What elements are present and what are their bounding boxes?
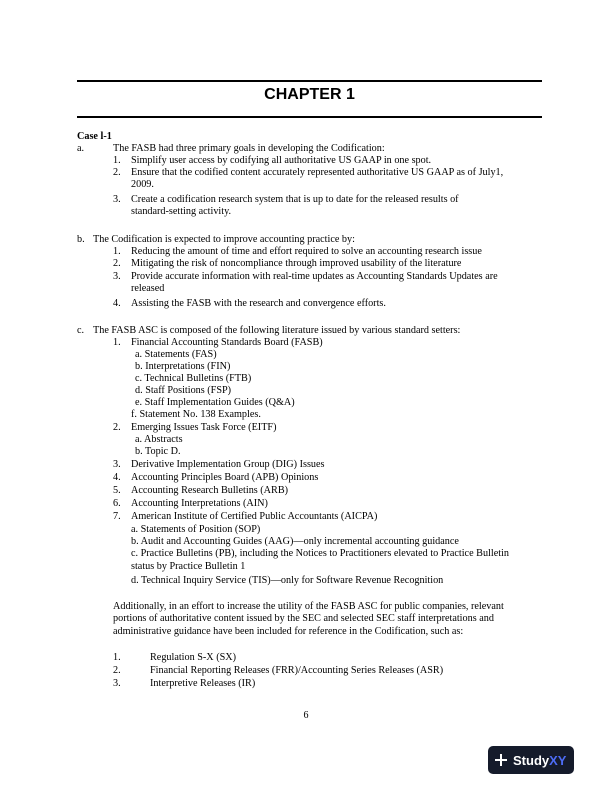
sub-item: a. Statements (FAS) xyxy=(135,349,217,360)
studyxy-badge[interactable] xyxy=(488,746,574,774)
list-item: Simplify user access by codifying all authoritative US GAAP in one spot. xyxy=(131,155,432,166)
list-number: 2. xyxy=(113,258,121,269)
sub-item: b. Audit and Accounting Guides (AAG)—only incremental accounting guidance xyxy=(131,536,459,547)
part-a-intro: The FASB had three primary goals in developing the Codification: xyxy=(113,143,385,154)
list-number: 5. xyxy=(113,485,121,496)
paragraph-line: administrative guidance have been included for reference in the Codification, such as: xyxy=(113,626,464,637)
bottom-rule xyxy=(77,116,542,118)
list-item: Financial Accounting Standards Board (FASB) xyxy=(131,337,323,348)
list-number: 6. xyxy=(113,498,121,509)
case-title: Case l-1 xyxy=(77,131,112,142)
list-number: 1. xyxy=(113,337,121,348)
sub-item: f. Statement No. 138 Examples. xyxy=(131,409,261,420)
list-item: Emerging Issues Task Force (EITF) xyxy=(131,422,277,433)
part-b-intro: The Codification is expected to improve accounting practice by: xyxy=(93,234,355,245)
list-item-continued: standard-setting activity. xyxy=(131,206,232,217)
list-item: Accounting Research Bulletins (ARB) xyxy=(131,485,289,496)
plus-icon xyxy=(495,754,507,766)
sub-item: d. Technical Inquiry Service (TIS)—only for Software Revenue Recognition xyxy=(131,575,444,586)
list-number: 3. xyxy=(113,459,121,470)
list-item-continued: 2009. xyxy=(131,179,154,190)
page-number: 6 xyxy=(303,710,309,721)
sub-item-continued: status by Practice Bulletin 1 xyxy=(131,561,246,572)
list-item: Regulation S-X (SX) xyxy=(150,652,237,663)
sub-item: b. Topic D. xyxy=(135,446,181,457)
list-item: Create a codification research system that is up to date for the released results of xyxy=(131,194,459,205)
list-number: 3. xyxy=(113,271,121,282)
list-number: 7. xyxy=(113,511,121,522)
badge-label xyxy=(513,753,566,768)
part-c-intro: The FASB ASC is composed of the following literature issued by various standard setters: xyxy=(93,325,461,336)
list-item: Accounting Principles Board (APB) Opinions xyxy=(131,472,319,483)
paragraph-line: Additionally, in an effort to increase the utility of the FASB ASC for public companies, relevant xyxy=(113,601,504,612)
chapter-title: CHAPTER 1 xyxy=(264,86,355,103)
sub-item: a. Abstracts xyxy=(135,434,183,445)
list-item: Mitigating the risk of noncompliance through improved usability of the literature xyxy=(131,258,462,269)
list-number: 1. xyxy=(113,246,121,257)
sub-item: d. Staff Positions (FSP) xyxy=(135,385,232,396)
list-number: 2. xyxy=(113,665,121,676)
sub-item: c. Practice Bulletins (PB), including the Notices to Practitioners elevated to Practice Bulletin xyxy=(131,548,509,559)
list-number: 1. xyxy=(113,155,121,166)
badge-label-xy: XY xyxy=(549,752,567,768)
paragraph-line: portions of authoritative content issued by the SEC and selected SEC staff interpretations and xyxy=(113,613,494,624)
list-number: 4. xyxy=(113,298,121,309)
sub-item: a. Statements of Position (SOP) xyxy=(131,524,261,535)
list-item: Derivative Implementation Group (DIG) Issues xyxy=(131,459,325,470)
list-item: Reducing the amount of time and effort required to solve an accounting research issue xyxy=(131,246,482,257)
badge-label-study: Study xyxy=(513,752,550,768)
sub-item: c. Technical Bulletins (FTB) xyxy=(135,373,252,384)
list-item: American Institute of Certified Public Accountants (AICPA) xyxy=(131,511,378,522)
list-number: 4. xyxy=(113,472,121,483)
list-number: 2. xyxy=(113,422,121,433)
list-item: Interpretive Releases (IR) xyxy=(150,678,256,689)
list-item: Assisting the FASB with the research and convergence efforts. xyxy=(131,298,386,309)
top-rule xyxy=(77,80,542,82)
sub-item: b. Interpretations (FIN) xyxy=(135,361,231,372)
list-item-continued: released xyxy=(131,283,165,294)
list-number: 1. xyxy=(113,652,121,663)
part-c-marker: c. xyxy=(77,325,85,336)
part-a-marker: a. xyxy=(77,143,85,154)
list-number: 2. xyxy=(113,167,121,178)
list-item: Provide accurate information with real-time updates as Accounting Standards Updates are xyxy=(131,271,498,282)
sub-item: e. Staff Implementation Guides (Q&A) xyxy=(135,397,295,408)
list-number: 3. xyxy=(113,194,121,205)
list-number: 3. xyxy=(113,678,121,689)
part-b-marker: b. xyxy=(77,234,85,245)
list-item: Accounting Interpretations (AIN) xyxy=(131,498,268,509)
list-item: Ensure that the codified content accurately represented authoritative US GAAP as of July1, xyxy=(131,167,504,178)
list-item: Financial Reporting Releases (FRR)/Accounting Series Releases (ASR) xyxy=(150,665,444,676)
